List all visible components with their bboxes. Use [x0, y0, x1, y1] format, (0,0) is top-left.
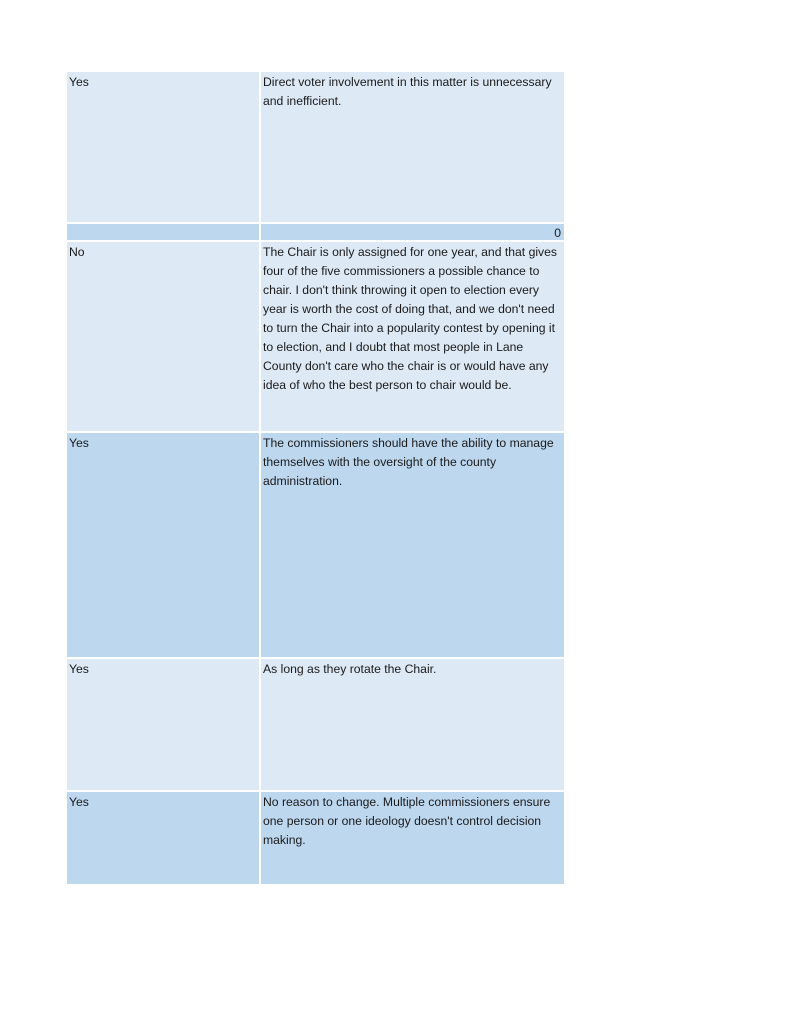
answer-cell[interactable]: Yes: [67, 433, 259, 657]
table-row: [67, 72, 564, 222]
table-row: [67, 792, 564, 884]
comment-cell[interactable]: No reason to change. Multiple commissioners ensure one person or one ideology doesn't control decision making.: [261, 792, 564, 884]
spreadsheet-table: [67, 72, 564, 884]
comment-cell[interactable]: Direct voter involvement in this matter is unnecessary and inefficient.: [261, 72, 564, 222]
comment-cell[interactable]: As long as they rotate the Chair.: [261, 659, 564, 790]
table-row: [67, 242, 564, 431]
comment-cell[interactable]: The Chair is only assigned for one year, and that gives four of the five commissioners a possible chance to chair. I don't think throwing it open to election every year is worth the cost of doing that, and we don't need to turn the Chair into a popularity contest by opening it to election, and I doubt that most people in Lane County don't care who the chair is or would have any idea of who the best person to chair would be.: [261, 242, 564, 431]
numeric-cell[interactable]: 0: [261, 224, 564, 240]
answer-cell[interactable]: No: [67, 242, 259, 431]
answer-cell[interactable]: Yes: [67, 72, 259, 222]
table-row: [67, 433, 564, 657]
answer-cell[interactable]: Yes: [67, 792, 259, 884]
table-row: [67, 659, 564, 790]
answer-cell[interactable]: [67, 224, 259, 240]
comment-cell[interactable]: The commissioners should have the ability to manage themselves with the oversight of the county administration.: [261, 433, 564, 657]
answer-cell[interactable]: Yes: [67, 659, 259, 790]
table-row: [67, 224, 564, 240]
